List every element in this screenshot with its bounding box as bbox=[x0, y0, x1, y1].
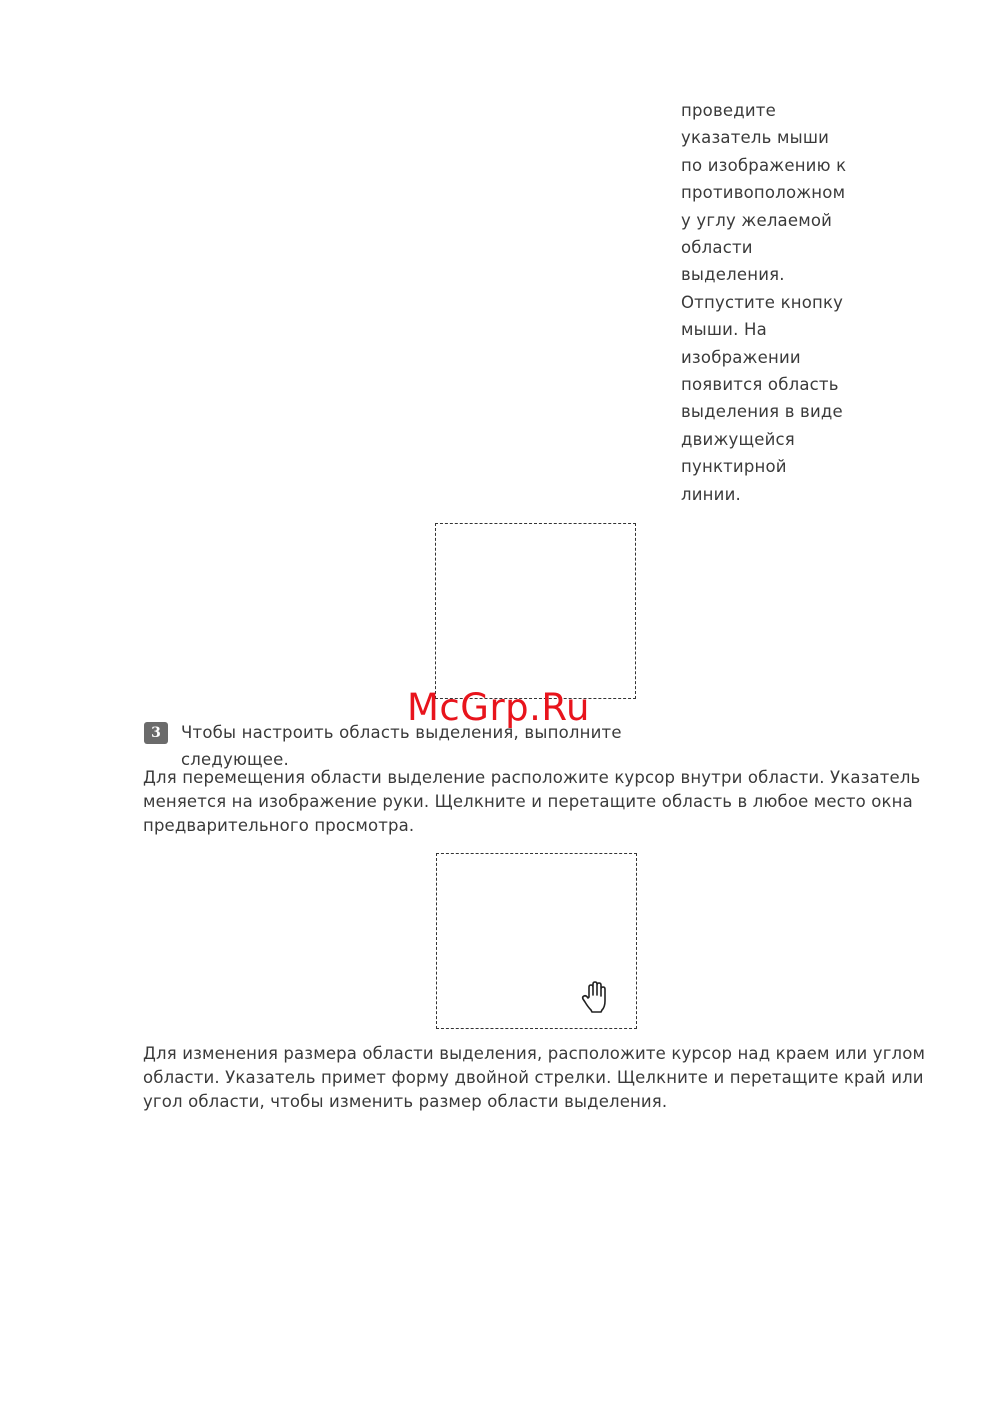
resize-selection-paragraph bbox=[143, 1042, 943, 1114]
hand-cursor-icon bbox=[581, 980, 611, 1014]
paragraph-line: области. Указатель примет форму двойной стрелки. Щелкните и перетащите край или bbox=[143, 1068, 924, 1087]
move-selection-paragraph bbox=[143, 766, 943, 838]
step-number-badge: 3 bbox=[144, 722, 168, 744]
side-instruction-line: по изображению к bbox=[681, 155, 847, 175]
paragraph-line: угол области, чтобы изменить размер области выделения. bbox=[143, 1092, 668, 1111]
step-instruction-line: Чтобы настроить область выделения, выполните bbox=[181, 723, 622, 742]
paragraph-line: меняется на изображение руки. Щелкните и перетащите область в любое место окна bbox=[143, 792, 913, 811]
side-instruction-line: выделения в виде bbox=[681, 402, 843, 422]
side-instruction-line: пунктирной bbox=[681, 457, 787, 477]
side-instruction-line: изображении bbox=[681, 347, 801, 367]
side-instruction-line: противоположном bbox=[681, 183, 846, 203]
side-instruction-line: мыши. На bbox=[681, 320, 767, 340]
side-instruction-line: области bbox=[681, 238, 753, 258]
side-instruction-line: линии. bbox=[681, 484, 741, 504]
watermark: McGrp.Ru bbox=[407, 686, 590, 729]
side-instruction-line: появится область bbox=[681, 375, 839, 395]
side-instruction-text bbox=[681, 97, 881, 508]
paragraph-line: Для изменения размера области выделения, расположите курсор над краем или углом bbox=[143, 1044, 926, 1063]
step-instruction bbox=[181, 719, 651, 773]
side-instruction-line: Отпустите кнопку bbox=[681, 292, 844, 312]
selection-area-illustration bbox=[435, 523, 636, 699]
side-instruction-line: движущейся bbox=[681, 429, 795, 449]
side-instruction-line: у углу желаемой bbox=[681, 210, 833, 230]
side-instruction-line: указатель мыши bbox=[681, 128, 830, 148]
side-instruction-line: выделения. bbox=[681, 265, 785, 285]
paragraph-line: Для перемещения области выделение расположите курсор внутри области. Указатель bbox=[143, 768, 921, 787]
step-instruction-line: следующее. bbox=[181, 750, 289, 769]
paragraph-line: предварительного просмотра. bbox=[143, 816, 415, 835]
side-instruction-line: проведите bbox=[681, 101, 776, 120]
